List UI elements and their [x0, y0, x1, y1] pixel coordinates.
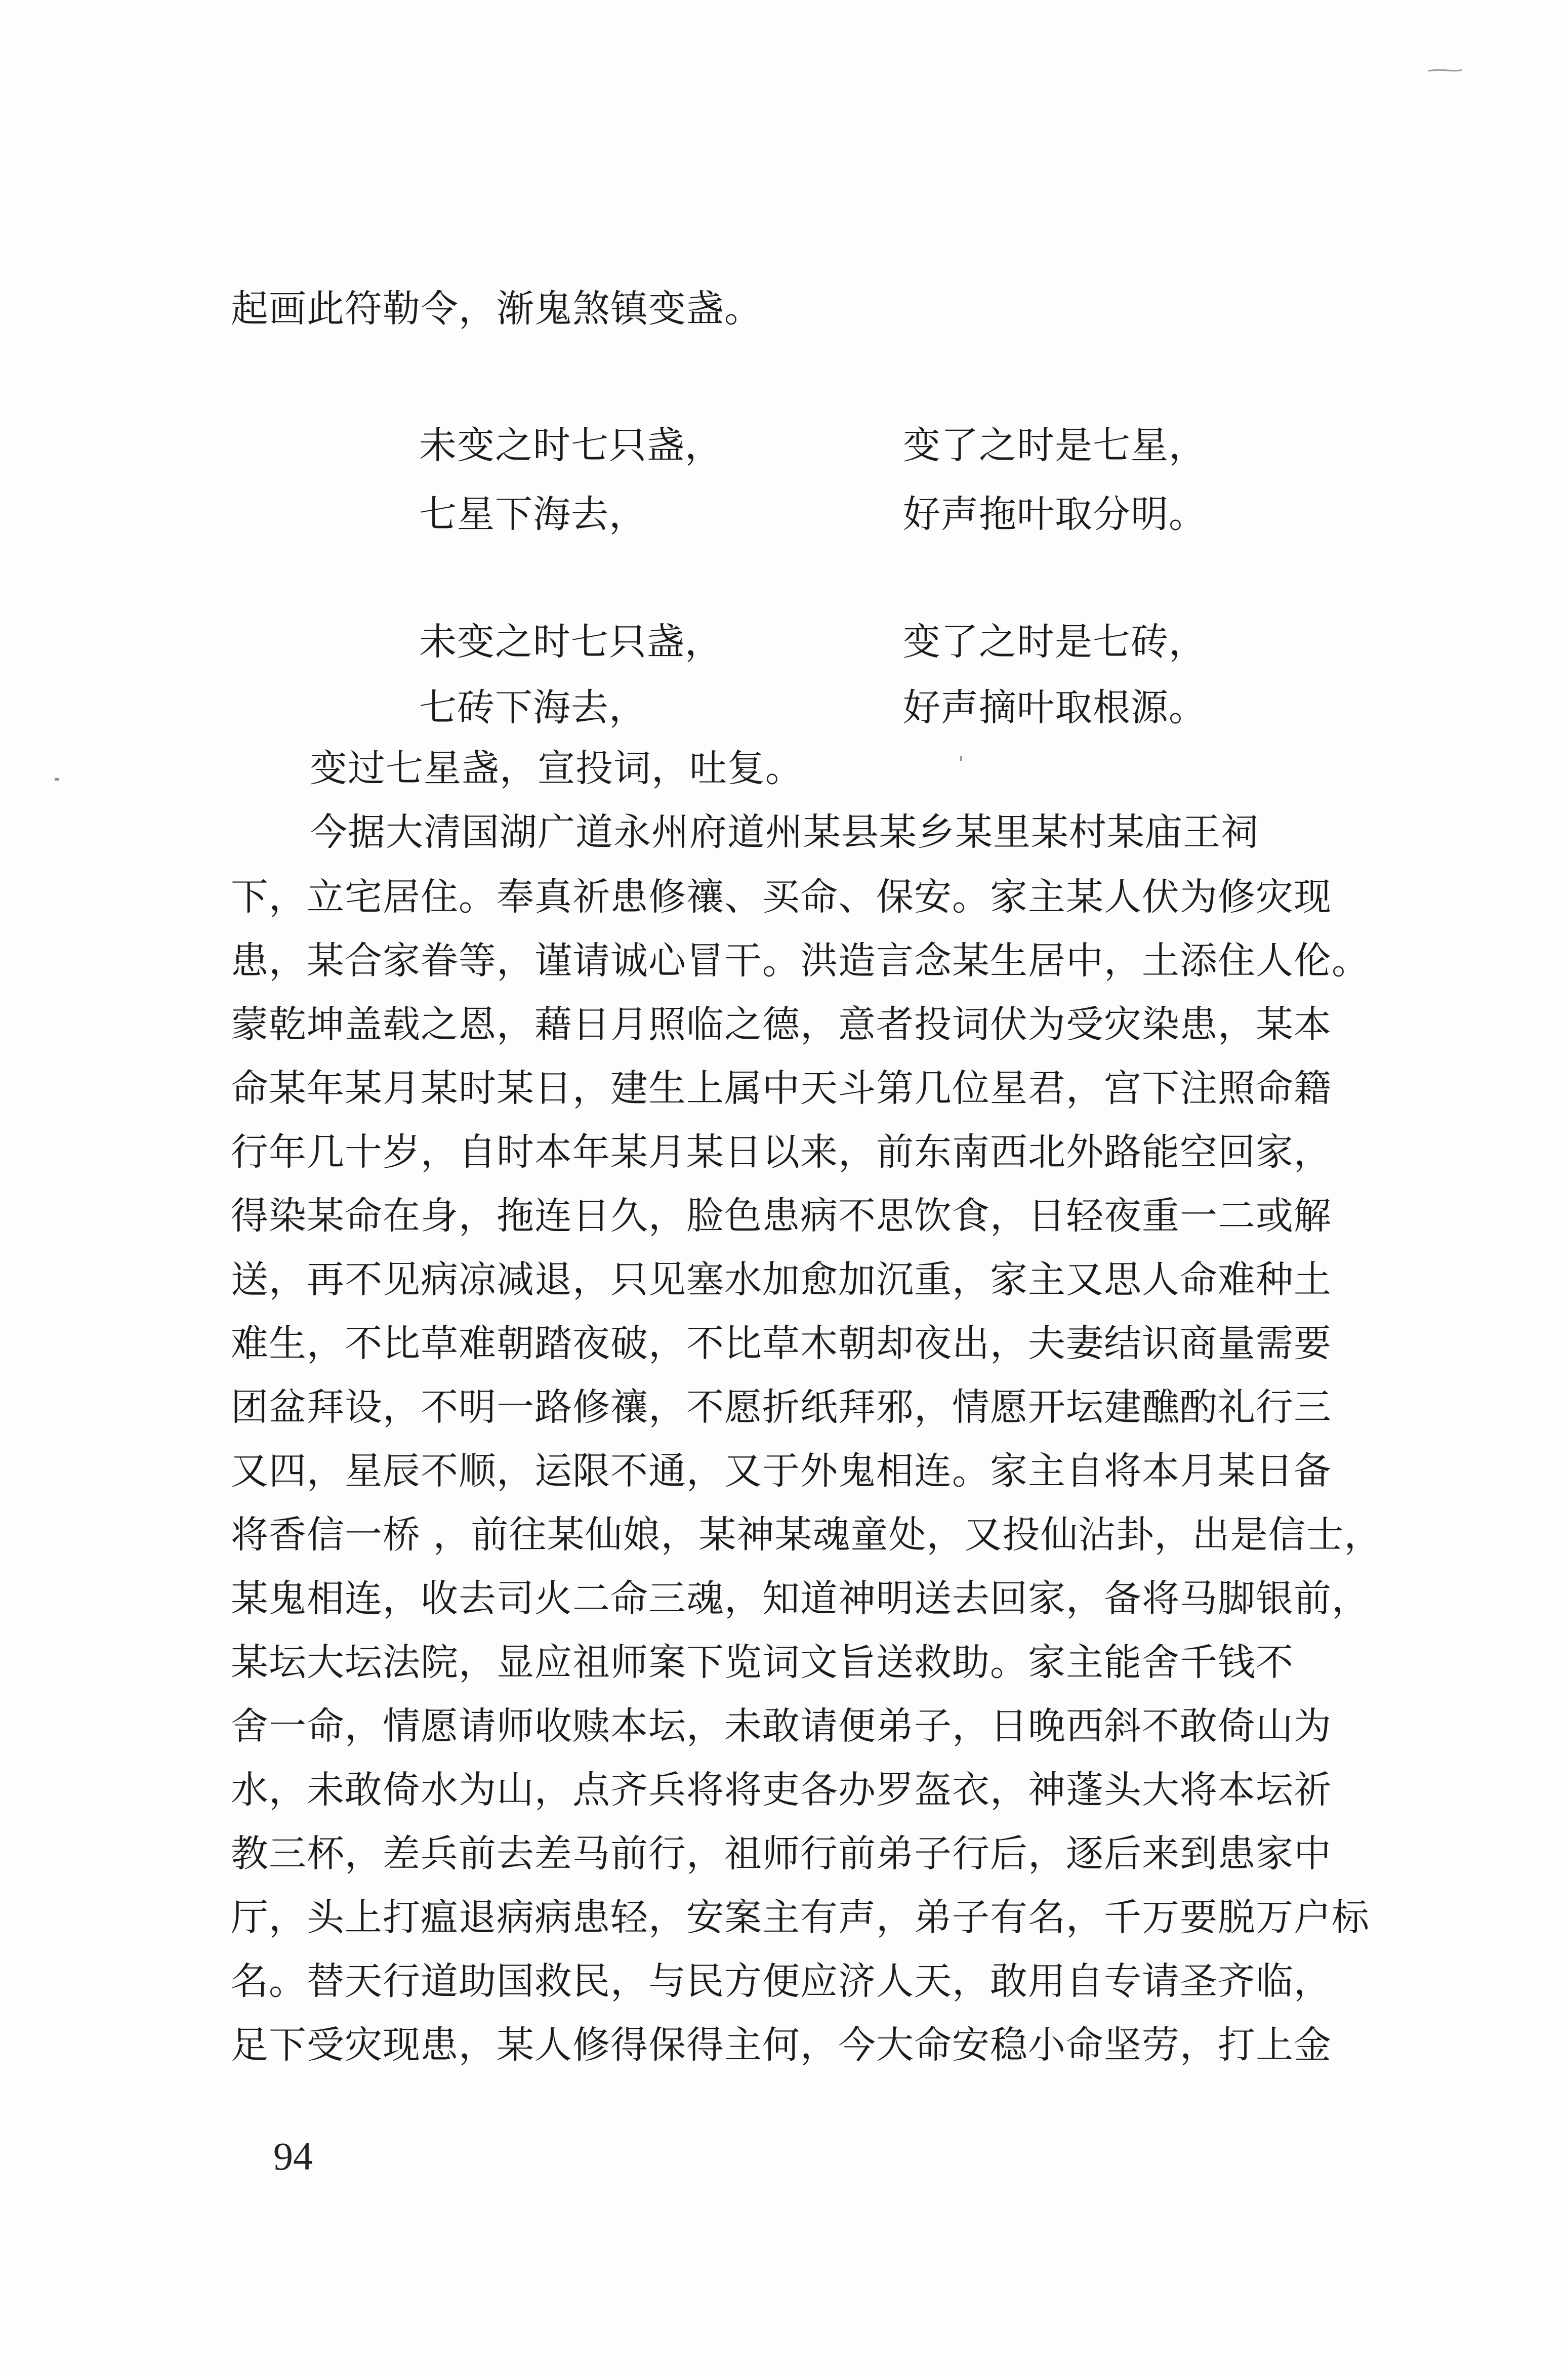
opening-line: 起画此符勒令，渐鬼煞镇变盏。 [231, 287, 762, 331]
body-line: 某鬼相连，收去司火二命三魂，知道神明送去回家，备将马脚银前， [231, 1577, 1370, 1620]
body-line: 足下受灾现患，某人修得保得主何，今大命安稳小命坚劳，打上金 [231, 2023, 1332, 2067]
body-line: 蒙乾坤盖载之恩，藉日月照临之德，意者投词伏为受灾染患，某本 [231, 1003, 1332, 1046]
body-line: 将香信一桥 ，前往某仙娘，某神某魂童处，又投仙沾卦，出是信士， [231, 1513, 1382, 1557]
scan-speck [55, 773, 59, 777]
body-line: 得染某命在身，拖连日久，脸色患病不思饮食，日轻夜重一二或解 [231, 1194, 1332, 1238]
body-line: 名。替天行道助国救民，与民方便应济人天，敢用自专请圣齐临， [231, 1959, 1332, 2003]
verse-2-left-line-2: 七砖下海去， [419, 686, 647, 729]
body-line: 某坛大坛法院，显应祖师案下览词文旨送救助。家主能舍千钱不 [231, 1641, 1294, 1684]
after-verse-line: 变过七星盏，宣投词，吐复。 [310, 747, 803, 790]
body-line: 厅，头上打瘟退病病患轻，安案主有声，弟子有名，千万要脱万户标 [231, 1896, 1370, 1939]
verse-1-left-line-1: 未变之时七只盏， [419, 424, 723, 467]
verse-2-left-line-1: 未变之时七只盏， [419, 620, 723, 664]
body-line: 下，立宅居住。奉真祈患修禳、买命、保安。家主某人伏为修灾现 [231, 875, 1332, 919]
body-line: 送，再不见病凉减退，只见塞水加愈加沉重，家主又思人命难种土 [231, 1258, 1332, 1301]
body-line: 教三杯，差兵前去差马前行，祖师行前弟子行后，逐后来到患家中 [231, 1832, 1332, 1875]
verse-1-left-line-2: 七星下海去， [419, 493, 647, 536]
body-line: 舍一命，情愿请师收赎本坛，未敢请便弟子，日晚西斜不敢倚山为 [231, 1704, 1332, 1748]
body-line: 又四，星辰不顺，运限不通，又于外鬼相连。家主自将本月某日备 [231, 1449, 1332, 1493]
body-line: 水，未敢倚水为山，点齐兵将将吏各办罗盔衣，神蓬头大将本坛祈 [231, 1768, 1332, 1812]
verse-1-right-line-1: 变了之时是七星， [903, 424, 1207, 467]
verse-2-right-line-2: 好声摘叶取根源。 [903, 686, 1207, 729]
body-line: 行年几十岁，自时本年某月某日以来，前东南西北外路能空回家， [231, 1130, 1332, 1174]
scan-smudge-mark [1427, 65, 1463, 69]
body-line: 团盆拜设，不明一路修禳，不愿折纸拜邪，情愿开坛建醮酌礼行三 [231, 1385, 1332, 1429]
scan-speck [960, 753, 963, 758]
verse-1-right-line-2: 好声拖叶取分明。 [903, 493, 1207, 536]
body-line: 难生，不比草难朝踏夜破，不比草木朝却夜出，夫妻结识商量需要 [231, 1322, 1332, 1365]
body-line: 命某年某月某时某日，建生上属中天斗第几位星君，宫下注照命籍 [231, 1067, 1332, 1110]
verse-2-right-line-1: 变了之时是七砖， [903, 620, 1207, 664]
body-line: 今据大清国湖广道永州府道州某县某乡某里某村某庙王祠 [310, 810, 1259, 854]
body-line: 患，某合家眷等，谨请诚心冒干。洪造言念某生居中，土添住人伦。 [231, 939, 1370, 983]
page-number: 94 [273, 2134, 313, 2178]
